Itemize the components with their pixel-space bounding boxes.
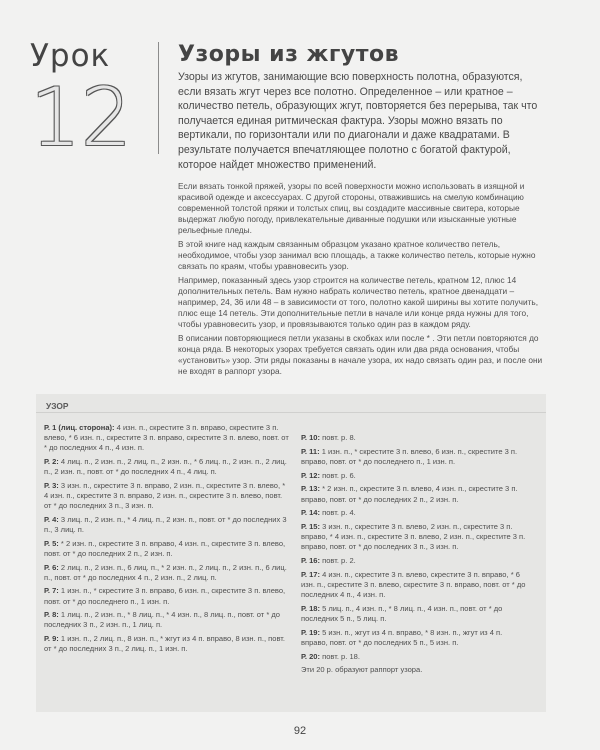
pattern-row bbox=[301, 447, 531, 467]
pattern-row bbox=[301, 484, 531, 504]
row-text: 4 изн. п., скрестите 3 п. влево, скрестите 3 п. вправо, * 6 изн. п., скрестите 3 п. влево, скрестите 3 п. вправо, повт. от * до последних 4 п., 4 изн. п. bbox=[301, 569, 526, 600]
row-label: Р. 12: bbox=[301, 470, 321, 480]
pattern-row bbox=[44, 634, 289, 654]
pattern-row bbox=[301, 522, 531, 552]
pattern-row bbox=[301, 604, 531, 624]
row-text: 3 изн. п., скрестите 3 п. вправо, 2 изн. п., скрестите 3 п. влево, * 4 изн. п., скрестите 3 п. вправо, 2 изн. п., скрестите 3 п. влево, повт. от * до последних 3 п., 3 изн. п. bbox=[44, 480, 286, 511]
row-label: Р. 13: bbox=[301, 484, 321, 494]
row-text: * 2 изн. п., скрестите 3 п. вправо, 4 изн. п., скрестите 3 п. влево, повт. от * до последних 2 п., 2 изн. п. bbox=[44, 538, 286, 558]
pattern-box-rule bbox=[36, 412, 546, 413]
body-paragraph: Если вязать тонкой пряжей, узоры по всей поверхности можно использовать в изящной и красивой одежде и аксессуарах. С другой стороны, отважившись на смелую комбинацию современной толстой пряжи и толстых спиц, вы создадите массивные свитера, которые выдержат любую погоду, привлекательные диванные подушки или изысканные уютные рельефные пледы. bbox=[178, 181, 525, 235]
pattern-row bbox=[301, 433, 531, 443]
lesson-word: Урок bbox=[30, 38, 111, 74]
row-label: Р. 20: bbox=[301, 651, 321, 661]
page-title: Узоры из жгутов bbox=[178, 42, 400, 67]
row-label: Р. 4: bbox=[44, 514, 59, 524]
body-paragraph: В описании повторяющиеся петли указаны в скобках или после * . Эти петли повторяются до конца ряда. В некоторых узорах требуется связать один или два ряда основания, чтобы «установить» узор. Эти ряды показаны в начале узора, их надо связать один раз, и после они не входят в раппорт узора. bbox=[178, 333, 543, 376]
row-label: Р. 11: bbox=[301, 446, 320, 456]
row-label: Р. 3: bbox=[44, 480, 59, 490]
row-text: 5 изн. п., жгут из 4 п. вправо, * 8 изн. п., жгут из 4 п. вправо, повт. от * до последних 5 п., 5 изн. п. bbox=[301, 627, 503, 647]
body-paragraph: Например, показанный здесь узор строится на количестве петель, кратном 12, плюс 14 дополнительных петель. Вам нужно набрать количество петель, кратное двенадцати – например, 24, 36 или 48 – в зависимости от того, полотно какой ширины вы хотите получить, плюс еще 14 петель. Эти дополнительные петли в начале или конце ряда нужны для того, чтобы уравновесить узор, и провязываются только один раз в каждом ряду. bbox=[178, 275, 539, 329]
body-paragraph: В этой книге над каждым связанным образцом указано кратное количество петель, необходимое, чтобы узор занимал всю площадь, а также количество петель, которые нужно связать по краям, чтобы уравновесить узор. bbox=[178, 239, 536, 271]
row-label: Р. 9: bbox=[44, 634, 59, 644]
row-label: Р. 5: bbox=[44, 538, 59, 548]
row-label: Р. 14: bbox=[301, 508, 321, 518]
lesson-number: 12 bbox=[30, 71, 132, 164]
pattern-row bbox=[301, 665, 531, 675]
row-label: Р. 15: bbox=[301, 522, 321, 532]
row-text: 2 лиц. п., 2 изн. п., 6 лиц. п., * 2 изн. п., 2 лиц. п., 2 изн. п., 6 лиц. п., повт. от * до последних 4 п., 2 изн. п., 2 лиц. п. bbox=[44, 562, 287, 582]
row-label: Р. 16: bbox=[301, 556, 321, 566]
pattern-row bbox=[301, 628, 531, 648]
pattern-row bbox=[44, 423, 289, 453]
pattern-row bbox=[301, 471, 531, 481]
intro-paragraph: Узоры из жгутов, занимающие всю поверхность полотна, образуются, если вязать жгут через все полотно. Определенное – или кратное – количество петель, образующих жгут, повторяется без перерыва, так что получается единая ритмическая фактура. Узоры можно вязать по вертикали, по горизонтали или по диагонали и даже квадратами. В результате получается впечатляющее полотно с богатой фактурой, которое найдет множество применений. bbox=[178, 71, 538, 171]
pattern-row bbox=[44, 481, 289, 511]
row-text: повт. р. 4. bbox=[320, 508, 356, 518]
pattern-row bbox=[44, 457, 289, 477]
row-text: Эти 20 р. образуют раппорт узора. bbox=[301, 665, 423, 675]
pattern-row bbox=[301, 570, 531, 600]
row-text: 1 лиц. п., 2 изн. п., * 8 лиц. п., * 4 изн. п., 8 лиц. п., повт. от * до последних 3 п., 2 изн. п., 1 лиц. п. bbox=[44, 610, 280, 630]
row-label: Р. 8: bbox=[44, 610, 59, 620]
row-text: 1 изн. п., 2 лиц. п., 8 изн. п., * жгут из 4 п. вправо, 8 изн. п., повт. от * до последних 3 п., 2 лиц. п., 1 изн. п. bbox=[44, 634, 285, 654]
pattern-label: УЗОР bbox=[46, 401, 69, 411]
lesson-heading bbox=[30, 38, 150, 164]
pattern-row bbox=[44, 610, 289, 630]
row-label: Р. 2: bbox=[44, 456, 59, 466]
row-label: Р. 18: bbox=[301, 603, 321, 613]
row-text: 1 изн. п., * скрестите 3 п. вправо, 6 изн. п., скрестите 3 п. влево, повт. от * до последнего п., 1 изн. п. bbox=[44, 586, 286, 606]
row-label: Р. 10: bbox=[301, 433, 321, 442]
row-text: повт. р. 6. bbox=[320, 470, 356, 480]
pattern-row bbox=[44, 563, 289, 583]
pattern-column-left bbox=[44, 423, 289, 658]
pattern-row bbox=[44, 586, 289, 606]
row-text: 4 лиц. п., 2 изн. п., 2 лиц. п., 2 изн. п., * 6 лиц. п., 2 изн. п., 2 лиц. п., 2 изн. п., повт. от * до последних 4 п., 4 лиц. п. bbox=[44, 456, 287, 477]
row-label: Р. 19: bbox=[301, 627, 321, 637]
pattern-row bbox=[301, 556, 531, 566]
row-text: повт. р. 8. bbox=[320, 433, 356, 442]
pattern-column-right bbox=[301, 433, 531, 679]
row-text: 3 лиц. п., 2 изн. п., * 4 лиц. п., 2 изн. п., повт. от * до последних 3 п., 3 лиц. п. bbox=[44, 514, 287, 534]
row-label: Р. 1 (лиц. сторона): bbox=[44, 423, 115, 432]
pattern-row bbox=[301, 652, 531, 662]
row-label: Р. 7: bbox=[44, 586, 59, 596]
row-text: 4 изн. п., скрестите 3 п. вправо, скрестите 3 п. влево, * 6 изн. п., скрестите 3 п. вправо, скрестите 3 п. влево, повт. от * до последних 4 п., 4 изн. п. bbox=[44, 423, 289, 453]
row-label: Р. 17: bbox=[301, 569, 321, 579]
row-text: повт. р. 18. bbox=[320, 651, 360, 661]
row-text: * 2 изн. п., скрестите 3 п. влево, 4 изн. п., скрестите 3 п. вправо, повт. от * до последних 2 п., 2 изн. п. bbox=[301, 484, 518, 504]
row-label: Р. 6: bbox=[44, 562, 59, 572]
row-text: 1 изн. п., * скрестите 3 п. влево, 6 изн. п., скрестите 3 п. вправо, повт. от * до последнего п., 1 изн. п. bbox=[301, 446, 518, 466]
body-text bbox=[178, 181, 550, 380]
row-text: повт. р. 2. bbox=[320, 556, 356, 566]
page-number: 92 bbox=[293, 725, 307, 737]
pattern-row bbox=[301, 508, 531, 518]
divider-line bbox=[158, 42, 159, 154]
row-text: 5 лиц. п., 4 изн. п., * 8 лиц. п., 4 изн. п., повт. от * до последних 5 п., 5 лиц. п. bbox=[301, 603, 503, 623]
pattern-row bbox=[44, 515, 289, 535]
row-text: 3 изн. п., скрестите 3 п. влево, 2 изн. п., скрестите 3 п. вправо, * 4 изн. п., скрестите 3 п. влево, 2 изн. п., скрестите 3 п. вправо, повт. от * до последних 3 п., 3 изн. п. bbox=[301, 522, 526, 552]
pattern-row bbox=[44, 539, 289, 559]
